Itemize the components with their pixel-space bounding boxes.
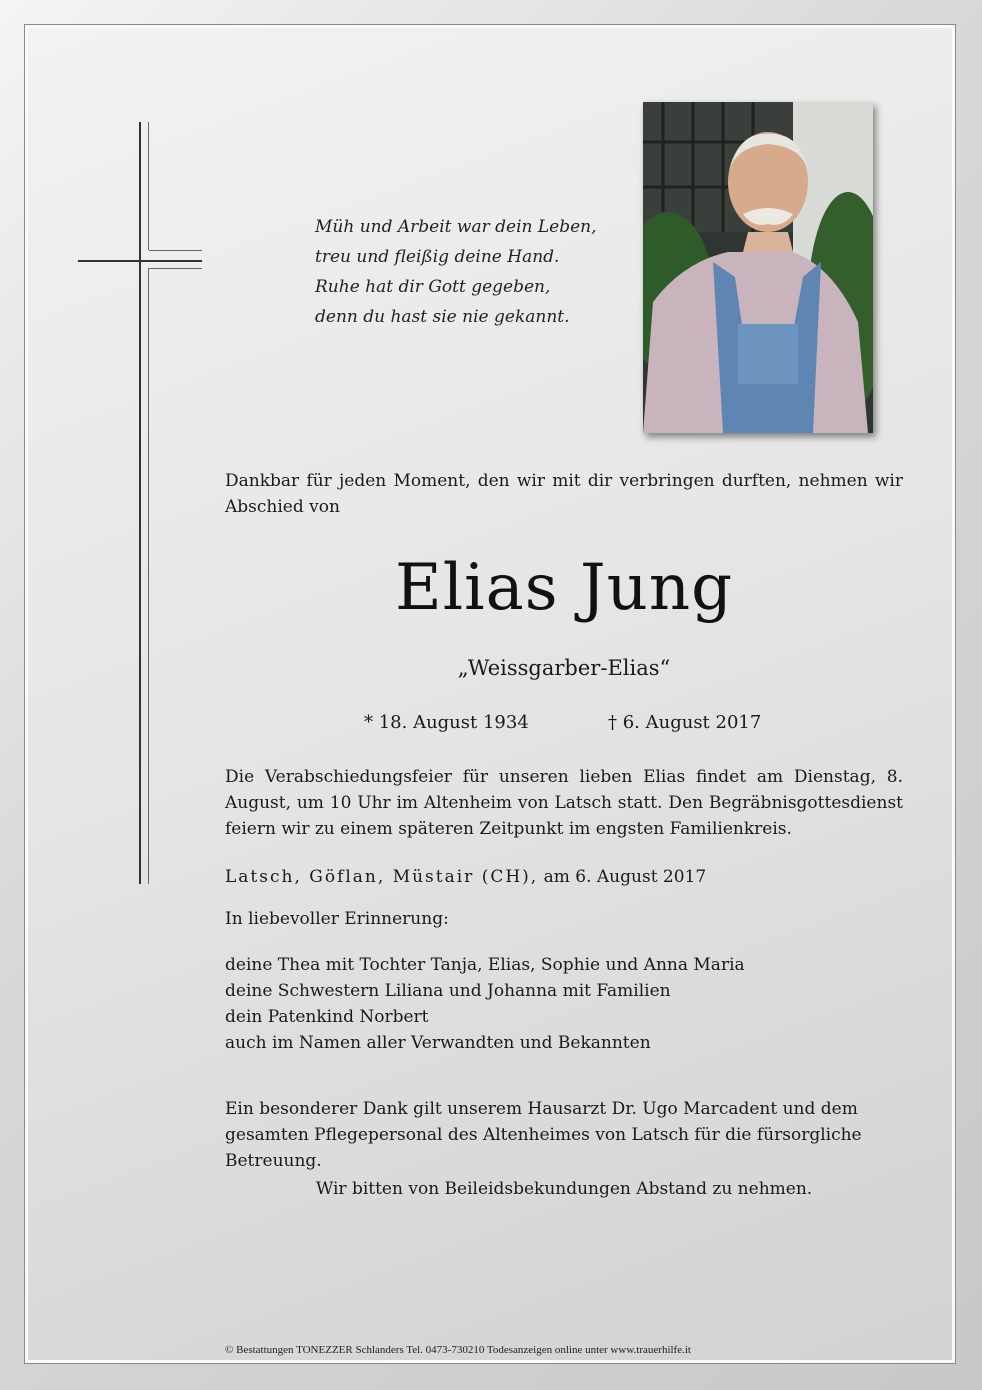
poem-line: treu und fleißig deine Hand. [315,247,560,267]
mourner-line: auch im Namen aller Verwandten und Bekannten [225,1033,651,1053]
mourners-list [225,952,745,1056]
poem-line: Müh und Arbeit war dein Leben, [315,217,597,237]
birth-date: * 18. August 1934 [364,712,529,733]
thanks-text: Ein besonderer Dank gilt unserem Hausarzt Dr. Ugo Marcadent und dem gesamten Pflegepersonal des Altenheimes von Latsch für die fürsorgliche Betreuung. [225,1099,862,1171]
place: Latsch, Göflan, Müstair (CH), [225,867,539,887]
portrait-photo [643,102,873,433]
deceased-name: Elias Jung [394,551,734,625]
ceremony-text: Die Verabschiedungsfeier für unseren lieben Elias findet am Dienstag, 8. August, um 10 Uhr im Altenheim von Latsch statt. Den Begräbnisgottesdienst feiern wir zu einem späteren Zeitpunkt im engsten Familienkreis. [225,767,903,839]
poem-line: Ruhe hat dir Gott gegeben, [315,277,551,297]
date: am 6. August 2017 [543,867,707,887]
mourner-line: deine Schwestern Liliana und Johanna mit Familien [225,981,671,1001]
place-date [225,864,706,890]
intro-text: Dankbar für jeden Moment, den wir mit dir verbringen durften, nehmen wir Abschied von [225,471,903,517]
footer: © Bestattungen TONEZZER Schlanders Tel. 0473-730210 Todesanzeigen online unter www.trauerhilfe.it [225,1344,691,1356]
cross-icon [78,122,204,884]
mourner-line: dein Patenkind Norbert [225,1007,429,1027]
memory-heading: In liebevoller Erinnerung: [225,909,449,929]
death-date: † 6. August 2017 [608,712,762,733]
mourner-line: deine Thea mit Tochter Tanja, Elias, Sophie und Anna Maria [225,955,745,975]
request-text: Wir bitten von Beileidsbekundungen Abstand zu nehmen. [315,1179,813,1199]
poem [315,212,597,332]
poem-line: denn du hast sie nie gekannt. [315,307,570,327]
nickname: „Weissgarber-Elias“ [457,656,671,680]
